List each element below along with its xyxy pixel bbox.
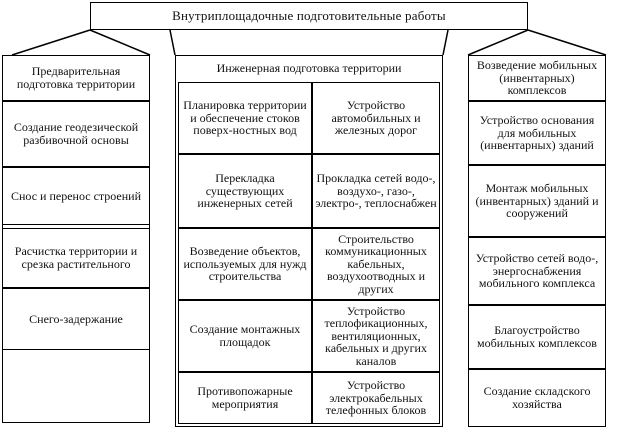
connector-right-inner bbox=[468, 30, 528, 55]
connector-left-inner bbox=[90, 30, 150, 55]
center-right-item-3: Строительство коммуникационных кабельных, воздухоотводных и других bbox=[312, 228, 440, 300]
connector-left-outer bbox=[12, 30, 90, 55]
center-left-item-5: Противопожарные мероприятия bbox=[178, 372, 312, 424]
center-right-item-1: Устройство автомобильных и железных дорог bbox=[312, 82, 440, 154]
right-item-5: Создание складского хозяйства bbox=[468, 369, 606, 427]
right-header: Возведение мобильных (инвентарных) комплексов bbox=[468, 55, 606, 101]
center-right-item-5: Устройство электрокабельных телефонных блоков bbox=[312, 372, 440, 424]
connector-center-right bbox=[443, 30, 448, 55]
diagram-title: Внутриплощадочные подготовительные работы bbox=[90, 2, 528, 30]
center-left-item-1: Планировка территории и обеспечение стоков поверх-ностных вод bbox=[178, 82, 312, 154]
center-right-item-2: Прокладка сетей водо-, воздухо-, газо-, электро-, теплоснабжен bbox=[312, 154, 440, 228]
center-left-item-2: Перекладка существующих инженерных сетей bbox=[178, 154, 312, 228]
connector-center-left bbox=[170, 30, 175, 55]
left-item-3: Расчистка территории и срезка растительного bbox=[2, 228, 150, 288]
right-item-2: Монтаж мобильных (инвентарных) зданий и сооружений bbox=[468, 165, 606, 237]
left-item-4: Снего-задержание bbox=[2, 288, 150, 350]
right-item-4: Благоустройство мобильных комплексов bbox=[468, 305, 606, 369]
left-item-2: Снос и перенос строений bbox=[2, 167, 150, 225]
connector-right-outer bbox=[528, 30, 606, 55]
right-item-1: Устройство основания для мобильных (инвентарных) зданий bbox=[468, 101, 606, 165]
center-header: Инженерная подготовка территории bbox=[175, 55, 443, 81]
left-item-1: Создание геодезической разбивочной основы bbox=[2, 101, 150, 167]
center-right-item-4: Устройство теплофикационных, вентиляционных, кабельных и других каналов bbox=[312, 300, 440, 372]
right-item-3: Устройство сетей водо-, энергоснабжения мобильного комплекса bbox=[468, 237, 606, 305]
left-header: Предварительная подготовка территории bbox=[2, 55, 150, 101]
center-left-item-3: Возведение объектов, используемых для нужд строительства bbox=[178, 228, 312, 300]
center-left-item-4: Создание монтажных площадок bbox=[178, 300, 312, 372]
